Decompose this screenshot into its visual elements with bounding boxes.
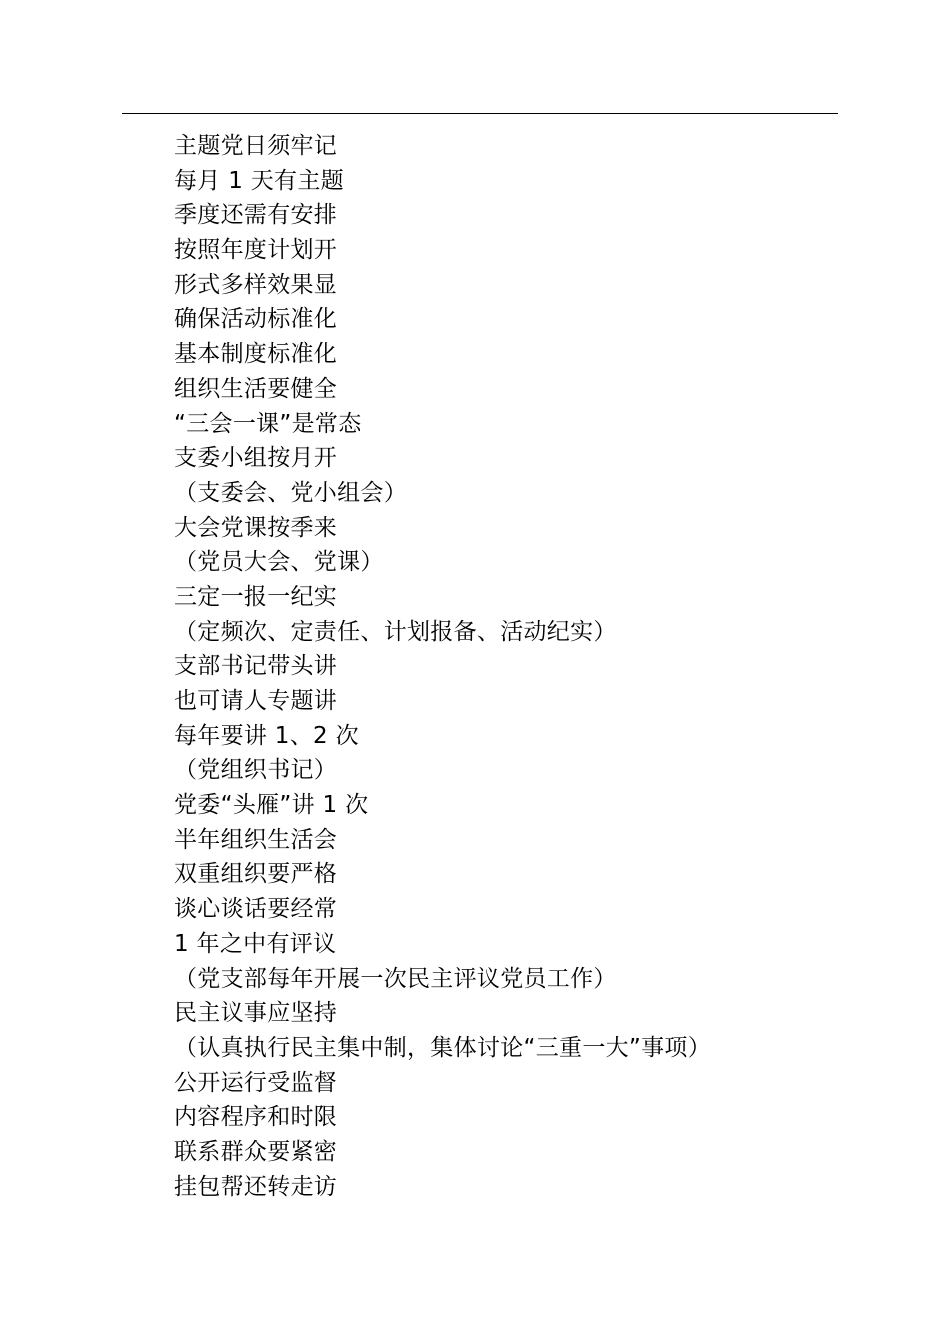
text-line: 主题党日须牢记 (174, 133, 338, 159)
text-line: 内容程序和时限 (174, 1104, 338, 1131)
text-line: 每年要讲 1、2 次 (174, 722, 359, 749)
text-line: 1 年之中有评议 (174, 930, 337, 957)
text-line: （定频次、定责任、计划报备、活动纪实） (174, 618, 617, 645)
text-line: 党委“头雁”讲 1 次 (174, 792, 369, 819)
text-line: 公开运行受监督 (174, 1069, 338, 1096)
text-line: 民主议事应坚持 (174, 1000, 338, 1027)
text-line: 谈心谈话要经常 (174, 896, 338, 923)
text-line: （党组织书记） (174, 757, 338, 784)
text-line: “三会一课”是常态 (174, 410, 362, 437)
text-line: 每月 1 天有主题 (174, 167, 344, 194)
text-line: 形式多样效果显 (174, 271, 338, 298)
text-line: 也可请人专题讲 (174, 688, 338, 714)
text-line: （党支部每年开展一次民主评议党员工作） (174, 965, 617, 992)
text-line: 按照年度计划开 (174, 237, 338, 264)
text-line: 挂包帮还转走访 (174, 1173, 338, 1200)
text-line: 确保活动标准化 (174, 306, 338, 333)
text-line: 大会党课按季来 (174, 514, 338, 541)
document-body (174, 129, 914, 1204)
text-line: （支委会、党小组会） (174, 479, 407, 506)
text-line: 基本制度标准化 (174, 341, 338, 368)
text-line: 支委小组按月开 (174, 445, 338, 472)
text-line: 季度还需有安排 (174, 202, 338, 229)
text-line: 三定一报一纪实 (174, 583, 338, 610)
text-line: 支部书记带头讲 (174, 653, 338, 680)
text-line: 双重组织要严格 (174, 861, 338, 888)
header-rule (122, 113, 838, 114)
text-line: 联系群众要紧密 (174, 1138, 338, 1165)
text-line: 半年组织生活会 (174, 826, 338, 853)
text-line: 组织生活要健全 (174, 375, 338, 402)
text-line: （认真执行民主集中制，集体讨论“三重一大”事项） (174, 1034, 712, 1061)
text-line: （党员大会、党课） (174, 549, 384, 576)
